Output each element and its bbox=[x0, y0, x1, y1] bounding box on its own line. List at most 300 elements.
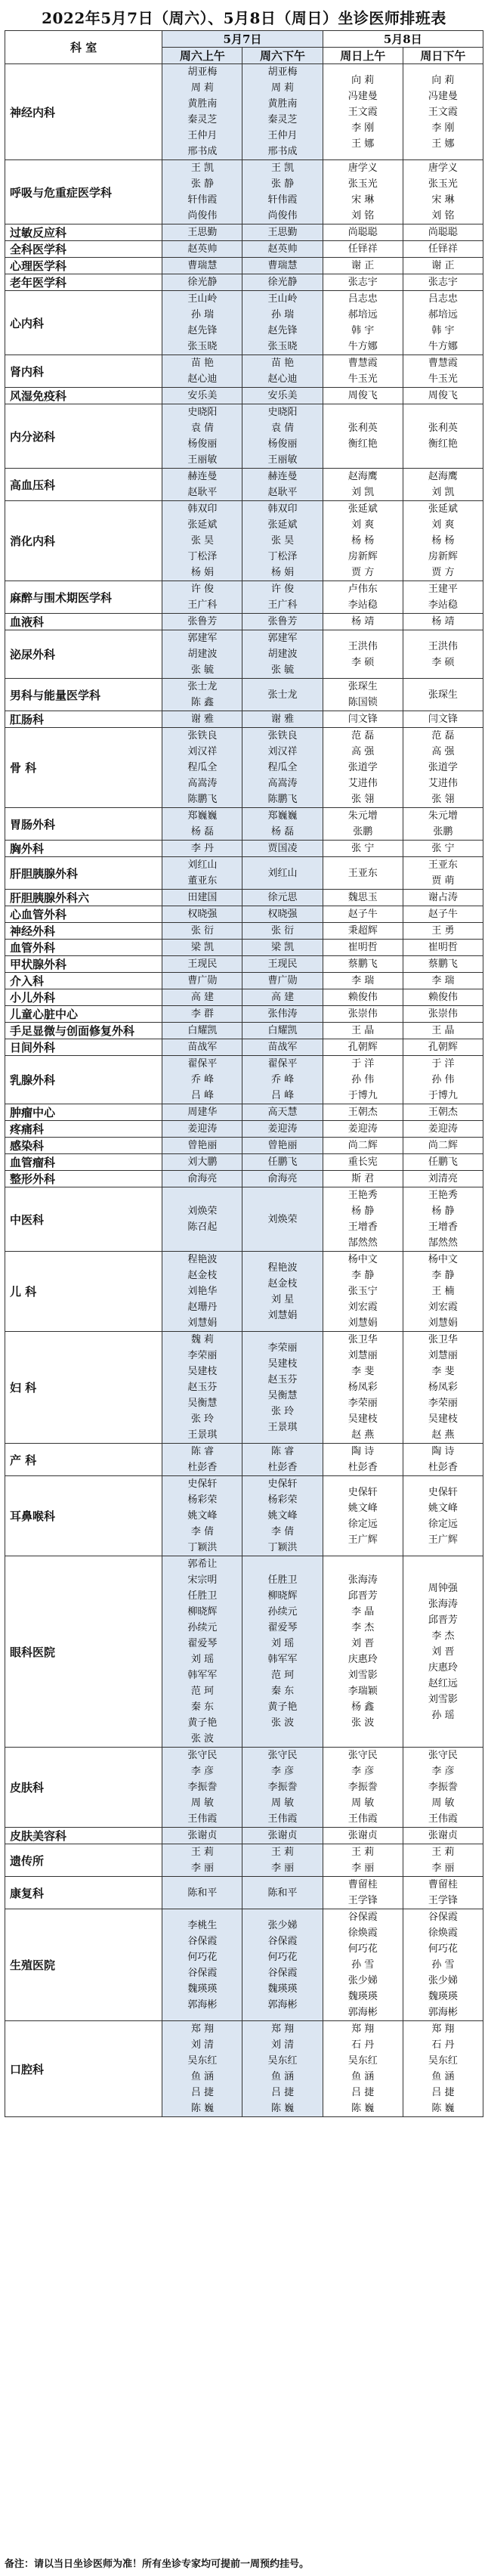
sun-pm-cell: 谢 正 bbox=[403, 258, 483, 274]
dept-cell: 胸外科 bbox=[5, 841, 162, 857]
table-row bbox=[5, 973, 483, 989]
dept-cell: 儿 科 bbox=[5, 1252, 162, 1332]
table-row bbox=[5, 1556, 483, 1748]
dept-cell: 遗传所 bbox=[5, 1844, 162, 1877]
dept-cell: 骨 科 bbox=[5, 728, 162, 808]
sun-pm-cell: 王 晶 bbox=[403, 1023, 483, 1039]
sat-pm-cell: 翟保平 乔 峰 吕 峰 bbox=[242, 1056, 323, 1104]
sat-pm-cell: 史保轩 杨彩荣 姚文峰 李 倩 丁颖洪 bbox=[242, 1476, 323, 1556]
sun-am-cell: 魏思玉 bbox=[323, 890, 403, 906]
dept-header: 科 室 bbox=[5, 31, 162, 64]
dept-cell: 心理医学科 bbox=[5, 258, 162, 274]
dept-cell: 心血管外科 bbox=[5, 906, 162, 923]
sat-am-cell: 张谢贞 bbox=[162, 1828, 242, 1844]
sat-pm-cell: 张守民 李 彦 李振誊 周 敏 王伟霞 bbox=[242, 1748, 323, 1828]
sun-am-cell: 史保轩 姚文峰 徐定远 王广辉 bbox=[323, 1476, 403, 1556]
dept-cell: 内分泌科 bbox=[5, 404, 162, 469]
sun-pm-cell: 张志宇 bbox=[403, 274, 483, 291]
sat-pm-cell: 谢 雅 bbox=[242, 711, 323, 728]
sat-am-cell: 张铁良 刘汉祥 程瓜全 高嵩涛 陈鹏飞 bbox=[162, 728, 242, 808]
dept-cell: 中医科 bbox=[5, 1187, 162, 1252]
table-row bbox=[5, 614, 483, 630]
table-row bbox=[5, 679, 483, 711]
table-row bbox=[5, 1056, 483, 1104]
table-row bbox=[5, 1104, 483, 1121]
sat-am-cell: 权晓强 bbox=[162, 906, 242, 923]
sun-am-cell: 张海涛 邱晋芳 李 晶 李 杰 刘 晋 庆惠玲 刘雪影 李瑞颖 杨 鑫 张 波 bbox=[323, 1556, 403, 1748]
sat-am-cell: 姜迎涛 bbox=[162, 1121, 242, 1138]
dept-cell: 消化内科 bbox=[5, 501, 162, 581]
sun-am-cell: 杨中文 李 静 张玉宁 刘宏霞 刘慧娟 bbox=[323, 1252, 403, 1332]
table-row bbox=[5, 501, 483, 581]
dept-cell: 妇 科 bbox=[5, 1332, 162, 1444]
sat-am-cell: 王思勤 bbox=[162, 224, 242, 241]
sat-pm-cell: 程艳波 赵金枝 刘 星 刘慧娟 bbox=[242, 1252, 323, 1332]
table-row bbox=[5, 1252, 483, 1332]
sun-am-cell: 张利英 衡红艳 bbox=[323, 404, 403, 469]
sun-pm-cell: 向 莉 冯建曼 王文霞 李 刚 王 娜 bbox=[403, 64, 483, 160]
sat-pm-cell: 张铁良 刘汉祥 程瓜全 高嵩涛 陈鹏飞 bbox=[242, 728, 323, 808]
sun-pm-cell: 郑 翔 石 丹 吴东红 鱼 涵 吕 捷 陈 巍 bbox=[403, 2021, 483, 2117]
sat-pm-cell: 胡亚梅 周 莉 黄胜南 秦灵芝 王仲月 邢书成 bbox=[242, 64, 323, 160]
page-title: 2022年5月7日（周六）、5月8日（周日）坐诊医师排班表 bbox=[42, 9, 446, 27]
dept-cell: 小儿外科 bbox=[5, 989, 162, 1006]
sun-am-cell: 卢伟东 李站稳 bbox=[323, 581, 403, 614]
sat-pm-cell: 苗战军 bbox=[242, 1039, 323, 1056]
table-row bbox=[5, 956, 483, 973]
sat-pm-cell: 曹广勋 bbox=[242, 973, 323, 989]
sun-pm-cell: 赖俊伟 bbox=[403, 989, 483, 1006]
sun-pm-cell: 闫文锋 bbox=[403, 711, 483, 728]
sat-am-cell: 赵英帅 bbox=[162, 241, 242, 258]
sat-am-cell: 刘大鹏 bbox=[162, 1154, 242, 1171]
table-row bbox=[5, 1844, 483, 1877]
sun-pm-cell: 崔明哲 bbox=[403, 940, 483, 956]
sat-pm-cell: 赫连曼 赵耿平 bbox=[242, 469, 323, 501]
sun-am-cell: 斯 君 bbox=[323, 1171, 403, 1187]
table-row bbox=[5, 841, 483, 857]
dept-cell: 感染科 bbox=[5, 1138, 162, 1154]
table-row bbox=[5, 1444, 483, 1476]
sun-am-cell: 唐学义 张玉光 宋 琳 刘 铭 bbox=[323, 160, 403, 224]
table-row bbox=[5, 2021, 483, 2117]
sat-pm-cell: 白耀凯 bbox=[242, 1023, 323, 1039]
dept-cell: 全科医学科 bbox=[5, 241, 162, 258]
sun-am-cell: 王 晶 bbox=[323, 1023, 403, 1039]
table-row bbox=[5, 630, 483, 679]
sat-pm-cell: 陈 睿 杜彭香 bbox=[242, 1444, 323, 1476]
sat-am-cell: 曾艳丽 bbox=[162, 1138, 242, 1154]
sat-am-cell: 赫连曼 赵耿平 bbox=[162, 469, 242, 501]
sat-pm-cell: 徐元思 bbox=[242, 890, 323, 906]
table-row bbox=[5, 291, 483, 355]
sun-am-cell: 张守民 李 彦 李振誊 周 敏 王伟霞 bbox=[323, 1748, 403, 1828]
table-row bbox=[5, 890, 483, 906]
sat-am-cell: 张鲁芳 bbox=[162, 614, 242, 630]
table-row bbox=[5, 857, 483, 890]
sun-am-cell: 重长宪 bbox=[323, 1154, 403, 1171]
sun-am-cell: 曹留桂 王学锋 bbox=[323, 1877, 403, 1909]
sun-pm-header: 周日下午 bbox=[403, 48, 483, 64]
sat-am-cell: 谢 雅 bbox=[162, 711, 242, 728]
dept-cell: 心内科 bbox=[5, 291, 162, 355]
sat-pm-cell: 苗 艳 赵心迪 bbox=[242, 355, 323, 388]
table-row bbox=[5, 1877, 483, 1909]
sun-am-cell: 张谢贞 bbox=[323, 1828, 403, 1844]
sun-pm-cell: 王朝杰 bbox=[403, 1104, 483, 1121]
sat-am-cell: 高 建 bbox=[162, 989, 242, 1006]
table-row bbox=[5, 1121, 483, 1138]
sat-am-cell: 刘红山 董亚东 bbox=[162, 857, 242, 890]
sat-pm-cell: 郑巍巍 杨 磊 bbox=[242, 808, 323, 841]
dept-cell: 胃肠外科 bbox=[5, 808, 162, 841]
dept-cell: 产 科 bbox=[5, 1444, 162, 1476]
sat-pm-cell: 刘焕荣 bbox=[242, 1187, 323, 1252]
table-row bbox=[5, 808, 483, 841]
dept-cell: 风湿免疫科 bbox=[5, 388, 162, 404]
dept-cell: 高血压科 bbox=[5, 469, 162, 501]
table-row bbox=[5, 940, 483, 956]
sat-pm-cell: 张 衍 bbox=[242, 923, 323, 940]
sun-am-cell: 朱元增 张鹏 bbox=[323, 808, 403, 841]
sun-am-cell: 闫文锋 bbox=[323, 711, 403, 728]
sat-pm-cell: 王现民 bbox=[242, 956, 323, 973]
dept-cell: 过敏反应科 bbox=[5, 224, 162, 241]
sun-am-cell: 尚聪聪 bbox=[323, 224, 403, 241]
sat-am-cell: 郑巍巍 杨 磊 bbox=[162, 808, 242, 841]
sun-pm-cell: 唐学义 张玉光 宋 琳 刘 铭 bbox=[403, 160, 483, 224]
table-row bbox=[5, 224, 483, 241]
dept-cell: 介入科 bbox=[5, 973, 162, 989]
sun-am-cell: 王艳秀 杨 静 王增香 郜然然 bbox=[323, 1187, 403, 1252]
dept-cell: 肝胆胰腺外科六 bbox=[5, 890, 162, 906]
sun-pm-cell: 张延斌 刘 爽 杨 杨 房新辉 贾 方 bbox=[403, 501, 483, 581]
sun-pm-cell: 王洪伟 李 硕 bbox=[403, 630, 483, 679]
dept-cell: 皮肤美容科 bbox=[5, 1828, 162, 1844]
schedule-table-container bbox=[5, 30, 483, 2117]
dept-cell: 肛肠科 bbox=[5, 711, 162, 728]
sat-pm-cell: 郑 翔 刘 清 吴东红 鱼 涵 吕 捷 陈 巍 bbox=[242, 2021, 323, 2117]
sun-am-cell: 赵子牛 bbox=[323, 906, 403, 923]
sun-am-cell: 谢 正 bbox=[323, 258, 403, 274]
sun-am-cell: 谷保霞 徐焕霞 何巧花 孙 雪 张少娣 魏瑛瑛 郭海彬 bbox=[323, 1909, 403, 2021]
sat-pm-cell: 俞海亮 bbox=[242, 1171, 323, 1187]
sat-pm-cell: 姜迎涛 bbox=[242, 1121, 323, 1138]
sat-pm-cell: 王 凯 张 静 轩伟霞 尚俊伟 bbox=[242, 160, 323, 224]
sat-pm-cell: 安乐美 bbox=[242, 388, 323, 404]
sun-pm-cell: 于 洋 孙 伟 于博九 bbox=[403, 1056, 483, 1104]
dept-cell: 男科与能量医学科 bbox=[5, 679, 162, 711]
table-row bbox=[5, 1138, 483, 1154]
dept-cell: 生殖医院 bbox=[5, 1909, 162, 2021]
sat-pm-cell: 赵英帅 bbox=[242, 241, 323, 258]
sun-am-header: 周日上午 bbox=[323, 48, 403, 64]
sat-am-cell: 郭建军 胡建波 张 毓 bbox=[162, 630, 242, 679]
sat-am-cell: 白耀凯 bbox=[162, 1023, 242, 1039]
sat-am-cell: 王 凯 张 静 轩伟霞 尚俊伟 bbox=[162, 160, 242, 224]
dept-cell: 神经外科 bbox=[5, 923, 162, 940]
sun-pm-cell: 王建平 李站稳 bbox=[403, 581, 483, 614]
table-row bbox=[5, 1039, 483, 1056]
sun-pm-cell: 张利英 衡红艳 bbox=[403, 404, 483, 469]
sat-pm-cell: 贾国凌 bbox=[242, 841, 323, 857]
table-row bbox=[5, 1187, 483, 1252]
sat-am-cell: 程艳波 赵金枝 刘艳华 赵珊丹 刘慧娟 bbox=[162, 1252, 242, 1332]
sun-pm-cell: 张 宁 bbox=[403, 841, 483, 857]
table-row bbox=[5, 274, 483, 291]
table-row bbox=[5, 355, 483, 388]
dept-cell: 泌尿外科 bbox=[5, 630, 162, 679]
sat-am-cell: 陈和平 bbox=[162, 1877, 242, 1909]
sun-am-cell: 曹慧霞 牛玉光 bbox=[323, 355, 403, 388]
sat-pm-header: 周六下午 bbox=[242, 48, 323, 64]
sat-pm-cell: 陈和平 bbox=[242, 1877, 323, 1909]
sun-am-cell: 张卫华 刘慧丽 李 斐 杨凤彩 李荣丽 吴建枝 赵 燕 bbox=[323, 1332, 403, 1444]
dept-cell: 肝胆胰腺外科 bbox=[5, 857, 162, 890]
dept-cell: 手足显微与创面修复外科 bbox=[5, 1023, 162, 1039]
sun-am-cell: 于 洋 孙 伟 于博九 bbox=[323, 1056, 403, 1104]
sat-am-cell: 李 群 bbox=[162, 1006, 242, 1023]
table-row bbox=[5, 404, 483, 469]
sun-pm-cell: 张琛生 bbox=[403, 679, 483, 711]
sun-pm-cell: 谢占涛 bbox=[403, 890, 483, 906]
sat-am-cell: 曹瑞慧 bbox=[162, 258, 242, 274]
table-row bbox=[5, 241, 483, 258]
sat-am-cell: 王 莉 李 丽 bbox=[162, 1844, 242, 1877]
sun-pm-cell: 朱元增 张鹏 bbox=[403, 808, 483, 841]
sun-am-cell: 赵海鹰 刘 凯 bbox=[323, 469, 403, 501]
sat-am-cell: 周建华 bbox=[162, 1104, 242, 1121]
sun-am-cell: 秉超辉 bbox=[323, 923, 403, 940]
sun-am-cell: 向 莉 冯建曼 王文霞 李 刚 王 娜 bbox=[323, 64, 403, 160]
sat-pm-cell: 刘红山 bbox=[242, 857, 323, 890]
sat-am-cell: 梁 凯 bbox=[162, 940, 242, 956]
table-row bbox=[5, 1171, 483, 1187]
dept-cell: 血液科 bbox=[5, 614, 162, 630]
schedule-table bbox=[5, 30, 483, 2117]
table-row bbox=[5, 923, 483, 940]
table-row bbox=[5, 469, 483, 501]
sat-pm-cell: 高 建 bbox=[242, 989, 323, 1006]
sat-am-cell: 许 俊 王广科 bbox=[162, 581, 242, 614]
table-row bbox=[5, 388, 483, 404]
sun-pm-cell: 周俊飞 bbox=[403, 388, 483, 404]
dept-cell: 眼科医院 bbox=[5, 1556, 162, 1748]
sun-am-cell: 张 宁 bbox=[323, 841, 403, 857]
sat-am-cell: 王现民 bbox=[162, 956, 242, 973]
sun-pm-cell: 刘清亮 bbox=[403, 1171, 483, 1187]
sat-pm-cell: 史晓阳 袁 倩 杨俊丽 王丽敏 bbox=[242, 404, 323, 469]
sun-pm-cell: 尚二辉 bbox=[403, 1138, 483, 1154]
sun-pm-cell: 张谢贞 bbox=[403, 1828, 483, 1844]
sat-am-cell: 安乐美 bbox=[162, 388, 242, 404]
sat-pm-cell: 张谢贞 bbox=[242, 1828, 323, 1844]
table-row bbox=[5, 581, 483, 614]
sat-pm-cell: 许 俊 王广科 bbox=[242, 581, 323, 614]
table-row bbox=[5, 1909, 483, 2021]
dept-cell: 康复科 bbox=[5, 1877, 162, 1909]
sun-am-cell: 王 莉 李 丽 bbox=[323, 1844, 403, 1877]
sat-pm-cell: 王思勤 bbox=[242, 224, 323, 241]
sat-pm-cell: 权晓强 bbox=[242, 906, 323, 923]
sun-am-cell: 张琛生 陈国锁 bbox=[323, 679, 403, 711]
sun-am-cell: 范 磊 高 强 张道学 艾进伟 张 翎 bbox=[323, 728, 403, 808]
sat-am-cell: 张 衍 bbox=[162, 923, 242, 940]
sat-pm-cell: 张士龙 bbox=[242, 679, 323, 711]
table-row bbox=[5, 711, 483, 728]
sat-am-cell: 陈 睿 杜彭香 bbox=[162, 1444, 242, 1476]
sun-pm-cell: 陶 诗 杜彭香 bbox=[403, 1444, 483, 1476]
table-row bbox=[5, 989, 483, 1006]
dept-cell: 甲状腺外科 bbox=[5, 956, 162, 973]
sun-am-cell: 王亚东 bbox=[323, 857, 403, 890]
sat-pm-cell: 王 莉 李 丽 bbox=[242, 1844, 323, 1877]
sat-pm-cell: 梁 凯 bbox=[242, 940, 323, 956]
sun-pm-cell: 杨中文 李 静 王 楠 刘宏霞 刘慧娟 bbox=[403, 1252, 483, 1332]
sun-am-cell: 吕志忠 郝培远 韩 宇 牛方娜 bbox=[323, 291, 403, 355]
sun-am-cell: 李 瑞 bbox=[323, 973, 403, 989]
table-row bbox=[5, 728, 483, 808]
sat-pm-cell: 王山岭 孙 瑞 赵先锋 张玉晓 bbox=[242, 291, 323, 355]
dept-cell: 呼吸与危重症医学科 bbox=[5, 160, 162, 224]
sun-am-cell: 陶 诗 杜彭香 bbox=[323, 1444, 403, 1476]
sat-am-cell: 苗战军 bbox=[162, 1039, 242, 1056]
sun-am-cell: 周俊飞 bbox=[323, 388, 403, 404]
sat-am-cell: 俞海亮 bbox=[162, 1171, 242, 1187]
sat-am-cell: 史保轩 杨彩荣 姚文峰 李 倩 丁颖洪 bbox=[162, 1476, 242, 1556]
sat-pm-cell: 张伟涛 bbox=[242, 1006, 323, 1023]
sat-am-cell: 张士龙 陈 鑫 bbox=[162, 679, 242, 711]
date2-header: 5月8日 bbox=[323, 31, 483, 48]
sun-pm-cell: 蔡鹏飞 bbox=[403, 956, 483, 973]
dept-cell: 肾内科 bbox=[5, 355, 162, 388]
sat-am-cell: 翟保平 乔 峰 吕 峰 bbox=[162, 1056, 242, 1104]
sun-am-cell: 崔明哲 bbox=[323, 940, 403, 956]
sun-am-cell: 尚二辉 bbox=[323, 1138, 403, 1154]
dept-cell: 血管外科 bbox=[5, 940, 162, 956]
dept-cell: 儿童心脏中心 bbox=[5, 1006, 162, 1023]
dept-cell: 乳腺外科 bbox=[5, 1056, 162, 1104]
table-row bbox=[5, 64, 483, 160]
sat-pm-cell: 张少娣 谷保霞 何巧花 谷保霞 魏瑛瑛 郭海彬 bbox=[242, 1909, 323, 2021]
sat-am-cell: 曹广勋 bbox=[162, 973, 242, 989]
sat-pm-cell: 曾艳丽 bbox=[242, 1138, 323, 1154]
dept-cell: 血管瘤科 bbox=[5, 1154, 162, 1171]
dept-cell: 整形外科 bbox=[5, 1171, 162, 1187]
sun-pm-cell: 张卫华 刘慧丽 李 斐 杨凤彩 李荣丽 吴建枝 赵 燕 bbox=[403, 1332, 483, 1444]
sun-pm-cell: 王 勇 bbox=[403, 923, 483, 940]
dept-cell: 肿瘤中心 bbox=[5, 1104, 162, 1121]
table-row bbox=[5, 160, 483, 224]
sat-pm-cell: 高天慧 bbox=[242, 1104, 323, 1121]
sat-am-cell: 郭希让 宋宗明 任胜卫 柳晓辉 孙续元 翟爱琴 刘 瑶 韩军军 范 珂 秦 东 黄子艳 张 波 bbox=[162, 1556, 242, 1748]
table-row bbox=[5, 906, 483, 923]
sun-pm-cell: 王亚东 贾 萌 bbox=[403, 857, 483, 890]
sat-pm-cell: 曹瑞慧 bbox=[242, 258, 323, 274]
sat-am-cell: 史晓阳 袁 倩 杨俊丽 王丽敏 bbox=[162, 404, 242, 469]
sun-am-cell: 张志宇 bbox=[323, 274, 403, 291]
sun-am-cell: 赖俊伟 bbox=[323, 989, 403, 1006]
sun-am-cell: 任铎祥 bbox=[323, 241, 403, 258]
sat-pm-cell: 任鹏飞 bbox=[242, 1154, 323, 1171]
sat-pm-cell: 张鲁芳 bbox=[242, 614, 323, 630]
sun-am-cell: 蔡鹏飞 bbox=[323, 956, 403, 973]
dept-cell: 口腔科 bbox=[5, 2021, 162, 2117]
sat-am-cell: 郑 翔 刘 清 吴东红 鱼 涵 吕 捷 陈 巍 bbox=[162, 2021, 242, 2117]
dept-cell: 耳鼻喉科 bbox=[5, 1476, 162, 1556]
sun-am-cell: 王朝杰 bbox=[323, 1104, 403, 1121]
sat-pm-cell: 韩双印 张延斌 张 昊 丁松泽 杨 娟 bbox=[242, 501, 323, 581]
sun-pm-cell: 曹留桂 王学锋 bbox=[403, 1877, 483, 1909]
sun-am-cell: 姜迎涛 bbox=[323, 1121, 403, 1138]
sat-pm-cell: 任胜卫 柳晓辉 孙续元 翟爱琴 刘 瑶 韩军军 范 珂 秦 东 黄子艳 张 波 bbox=[242, 1556, 323, 1748]
table-row bbox=[5, 1332, 483, 1444]
sun-am-cell: 杨 靖 bbox=[323, 614, 403, 630]
sun-pm-cell: 吕志忠 郝培远 韩 宇 牛方娜 bbox=[403, 291, 483, 355]
table-row bbox=[5, 1006, 483, 1023]
sat-am-cell: 田建国 bbox=[162, 890, 242, 906]
dept-cell: 疼痛科 bbox=[5, 1121, 162, 1138]
sat-pm-cell: 徐光静 bbox=[242, 274, 323, 291]
sun-pm-cell: 谷保霞 徐焕霞 何巧花 孙 雪 张少娣 魏瑛瑛 郭海彬 bbox=[403, 1909, 483, 2021]
sat-am-cell: 魏 莉 李荣丽 吴建枝 赵玉芬 吴衡慧 张 玲 王景琪 bbox=[162, 1332, 242, 1444]
sun-pm-cell: 任铎祥 bbox=[403, 241, 483, 258]
sat-am-cell: 韩双印 张延斌 张 昊 丁松泽 杨 娟 bbox=[162, 501, 242, 581]
table-row bbox=[5, 1828, 483, 1844]
sun-pm-cell: 赵子牛 bbox=[403, 906, 483, 923]
sun-pm-cell: 史保轩 姚文峰 徐定远 王广辉 bbox=[403, 1476, 483, 1556]
sun-pm-cell: 任鹏飞 bbox=[403, 1154, 483, 1171]
sun-am-cell: 王洪伟 李 硕 bbox=[323, 630, 403, 679]
date1-header: 5月7日 bbox=[162, 31, 323, 48]
sat-am-cell: 李桃生 谷保霞 何巧花 谷保霞 魏瑛瑛 郭海彬 bbox=[162, 1909, 242, 2021]
sun-pm-cell: 周钟强 张海涛 邱晋芳 李 杰 刘 晋 庆惠玲 赵红远 刘雪影 孙 瑶 bbox=[403, 1556, 483, 1748]
sat-am-cell: 张守民 李 彦 李振誊 周 敏 王伟霞 bbox=[162, 1748, 242, 1828]
sun-pm-cell: 尚聪聪 bbox=[403, 224, 483, 241]
footer-note: 备注：请以当日坐诊医师为准！所有坐诊专家均可提前一周预约挂号。 bbox=[5, 2559, 310, 2570]
table-row bbox=[5, 258, 483, 274]
table-row bbox=[5, 1748, 483, 1828]
table-row bbox=[5, 1154, 483, 1171]
sun-pm-cell: 姜迎涛 bbox=[403, 1121, 483, 1138]
sat-pm-cell: 李荣丽 吴建枝 赵玉芬 吴衡慧 张 玲 王景琪 bbox=[242, 1332, 323, 1444]
dept-cell: 皮肤科 bbox=[5, 1748, 162, 1828]
sun-am-cell: 孔朝辉 bbox=[323, 1039, 403, 1056]
sat-pm-cell: 郭建军 胡建波 张 毓 bbox=[242, 630, 323, 679]
sun-pm-cell: 王 莉 李 丽 bbox=[403, 1844, 483, 1877]
sun-pm-cell: 王艳秀 杨 静 王增香 郜然然 bbox=[403, 1187, 483, 1252]
sat-am-cell: 李 丹 bbox=[162, 841, 242, 857]
dept-cell: 老年医学科 bbox=[5, 274, 162, 291]
table-row bbox=[5, 1476, 483, 1556]
sat-am-cell: 苗 艳 赵心迪 bbox=[162, 355, 242, 388]
sat-am-cell: 胡亚梅 周 莉 黄胜南 秦灵芝 王仲月 邢书成 bbox=[162, 64, 242, 160]
sat-am-cell: 刘焕荣 陈召起 bbox=[162, 1187, 242, 1252]
sun-am-cell: 郑 翔 石 丹 吴东红 鱼 涵 吕 捷 陈 巍 bbox=[323, 2021, 403, 2117]
sun-pm-cell: 范 磊 高 强 张道学 艾进伟 张 翎 bbox=[403, 728, 483, 808]
sun-pm-cell: 张守民 李 彦 李振誊 周 敏 王伟霞 bbox=[403, 1748, 483, 1828]
dept-cell: 麻醉与围术期医学科 bbox=[5, 581, 162, 614]
dept-cell: 神经内科 bbox=[5, 64, 162, 160]
sun-pm-cell: 张崇伟 bbox=[403, 1006, 483, 1023]
sun-pm-cell: 杨 靖 bbox=[403, 614, 483, 630]
sat-am-cell: 王山岭 孙 瑞 赵先锋 张玉晓 bbox=[162, 291, 242, 355]
sun-pm-cell: 李 瑞 bbox=[403, 973, 483, 989]
sun-pm-cell: 孔朝辉 bbox=[403, 1039, 483, 1056]
sun-pm-cell: 曹慧霞 牛玉光 bbox=[403, 355, 483, 388]
sun-pm-cell: 赵海鹰 刘 凯 bbox=[403, 469, 483, 501]
sat-am-cell: 徐光静 bbox=[162, 274, 242, 291]
